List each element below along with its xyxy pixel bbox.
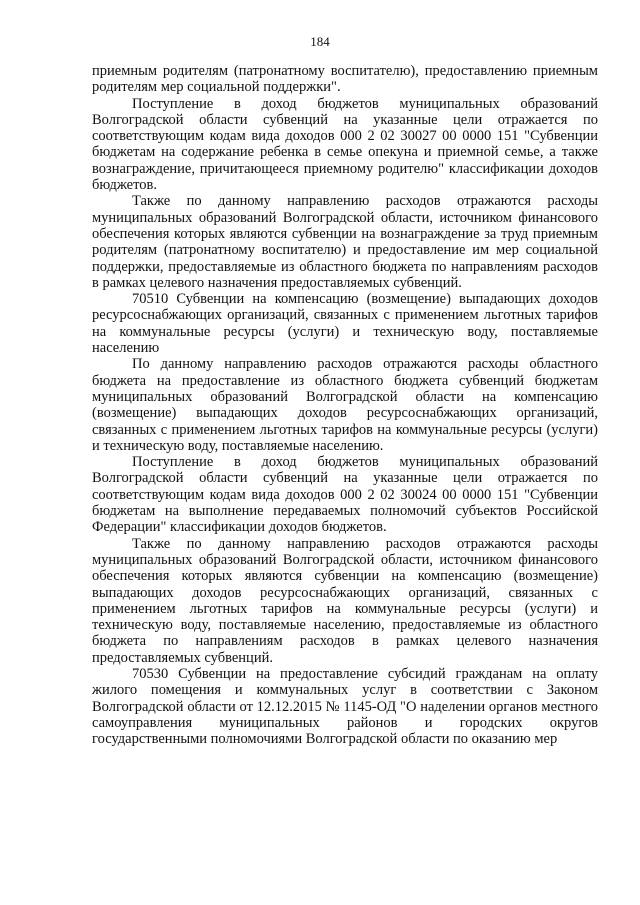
document-body (92, 63, 598, 747)
page-number: 184 (310, 34, 330, 49)
paragraph-heading-70510: 70510 Субвенции на компенсацию (возмещение) выпадающих доходов ресурсоснабжающих организаций, связанных с применением льготных тарифов на коммунальные ресурсы (услуги) и техническую воду, поставляемые населению (92, 291, 598, 357)
paragraph-municipal-expenses-foster: Также по данному направлению расходов отражаются расходы муниципальных образований Волгоградской области, источником финансового обеспечения которых являются субвенции на вознаграждение за труд приемным родителям (патронатному воспитателю) и предоставление им мер социальной поддержки, предоставляемые из областного бюджета по направлениям расходов в рамках целевого назначения предоставляемых субвенций. (92, 193, 598, 291)
paragraph-continuation: приемным родителям (патронатному воспитателю), предоставлению приемным родителям мер социальной поддержки". (92, 63, 598, 96)
paragraph-regional-expenses-70510: По данному направлению расходов отражаются расходы областного бюджета на предоставление из областного бюджета субвенций бюджетам муниципальных образований Волгоградской области на компенсацию (возмещение) выпадающих доходов ресурсоснабжающих организаций, связанных с применением льготных тарифов на коммунальные ресурсы (услуги) и техническую воду, поставляемые населению. (92, 356, 598, 454)
paragraph-revenue-30024: Поступление в доход бюджетов муниципальных образований Волгоградской области субвенций на указанные цели отражается по соответствующим кодам вида доходов 000 2 02 30024 00 0000 151 "Субвенции бюджетам на выполнение передаваемых полномочий субъектов Российской Федерации" классификации доходов бюджетов. (92, 454, 598, 536)
paragraph-heading-70530: 70530 Субвенции на предоставление субсидий гражданам на оплату жилого помещения и коммунальных услуг в соответствии с Законом Волгоградской области от 12.12.2015 № 1145-ОД "О наделении органов местного самоуправления муниципальных районов и городских округов государственными полномочиями Волгоградской области по оказанию мер (92, 665, 598, 748)
paragraph-revenue-30027: Поступление в доход бюджетов муниципальных образований Волгоградской области субвенций на указанные цели отражается по соответствующим кодам вида доходов 000 2 02 30027 00 0000 151 "Субвенции бюджетам на содержание ребенка в семье опекуна и приемной семье, а также вознаграждение, причитающееся приемному родителю" классификации доходов бюджетов. (92, 95, 598, 194)
paragraph-municipal-expenses-70510: Также по данному направлению расходов отражаются расходы муниципальных образований Волгоградской области, источником финансового обеспечения которых являются субвенции на компенсацию (возмещение) выпадающих доходов ресурсоснабжающих организаций, связанных с применением льготных тарифов на коммунальные ресурсы (услуги) и техническую воду, поставляемые населению, предоставляемые из областного бюджета по направлениям расходов в рамках целевого назначения предоставляемых субвенций. (92, 535, 598, 666)
